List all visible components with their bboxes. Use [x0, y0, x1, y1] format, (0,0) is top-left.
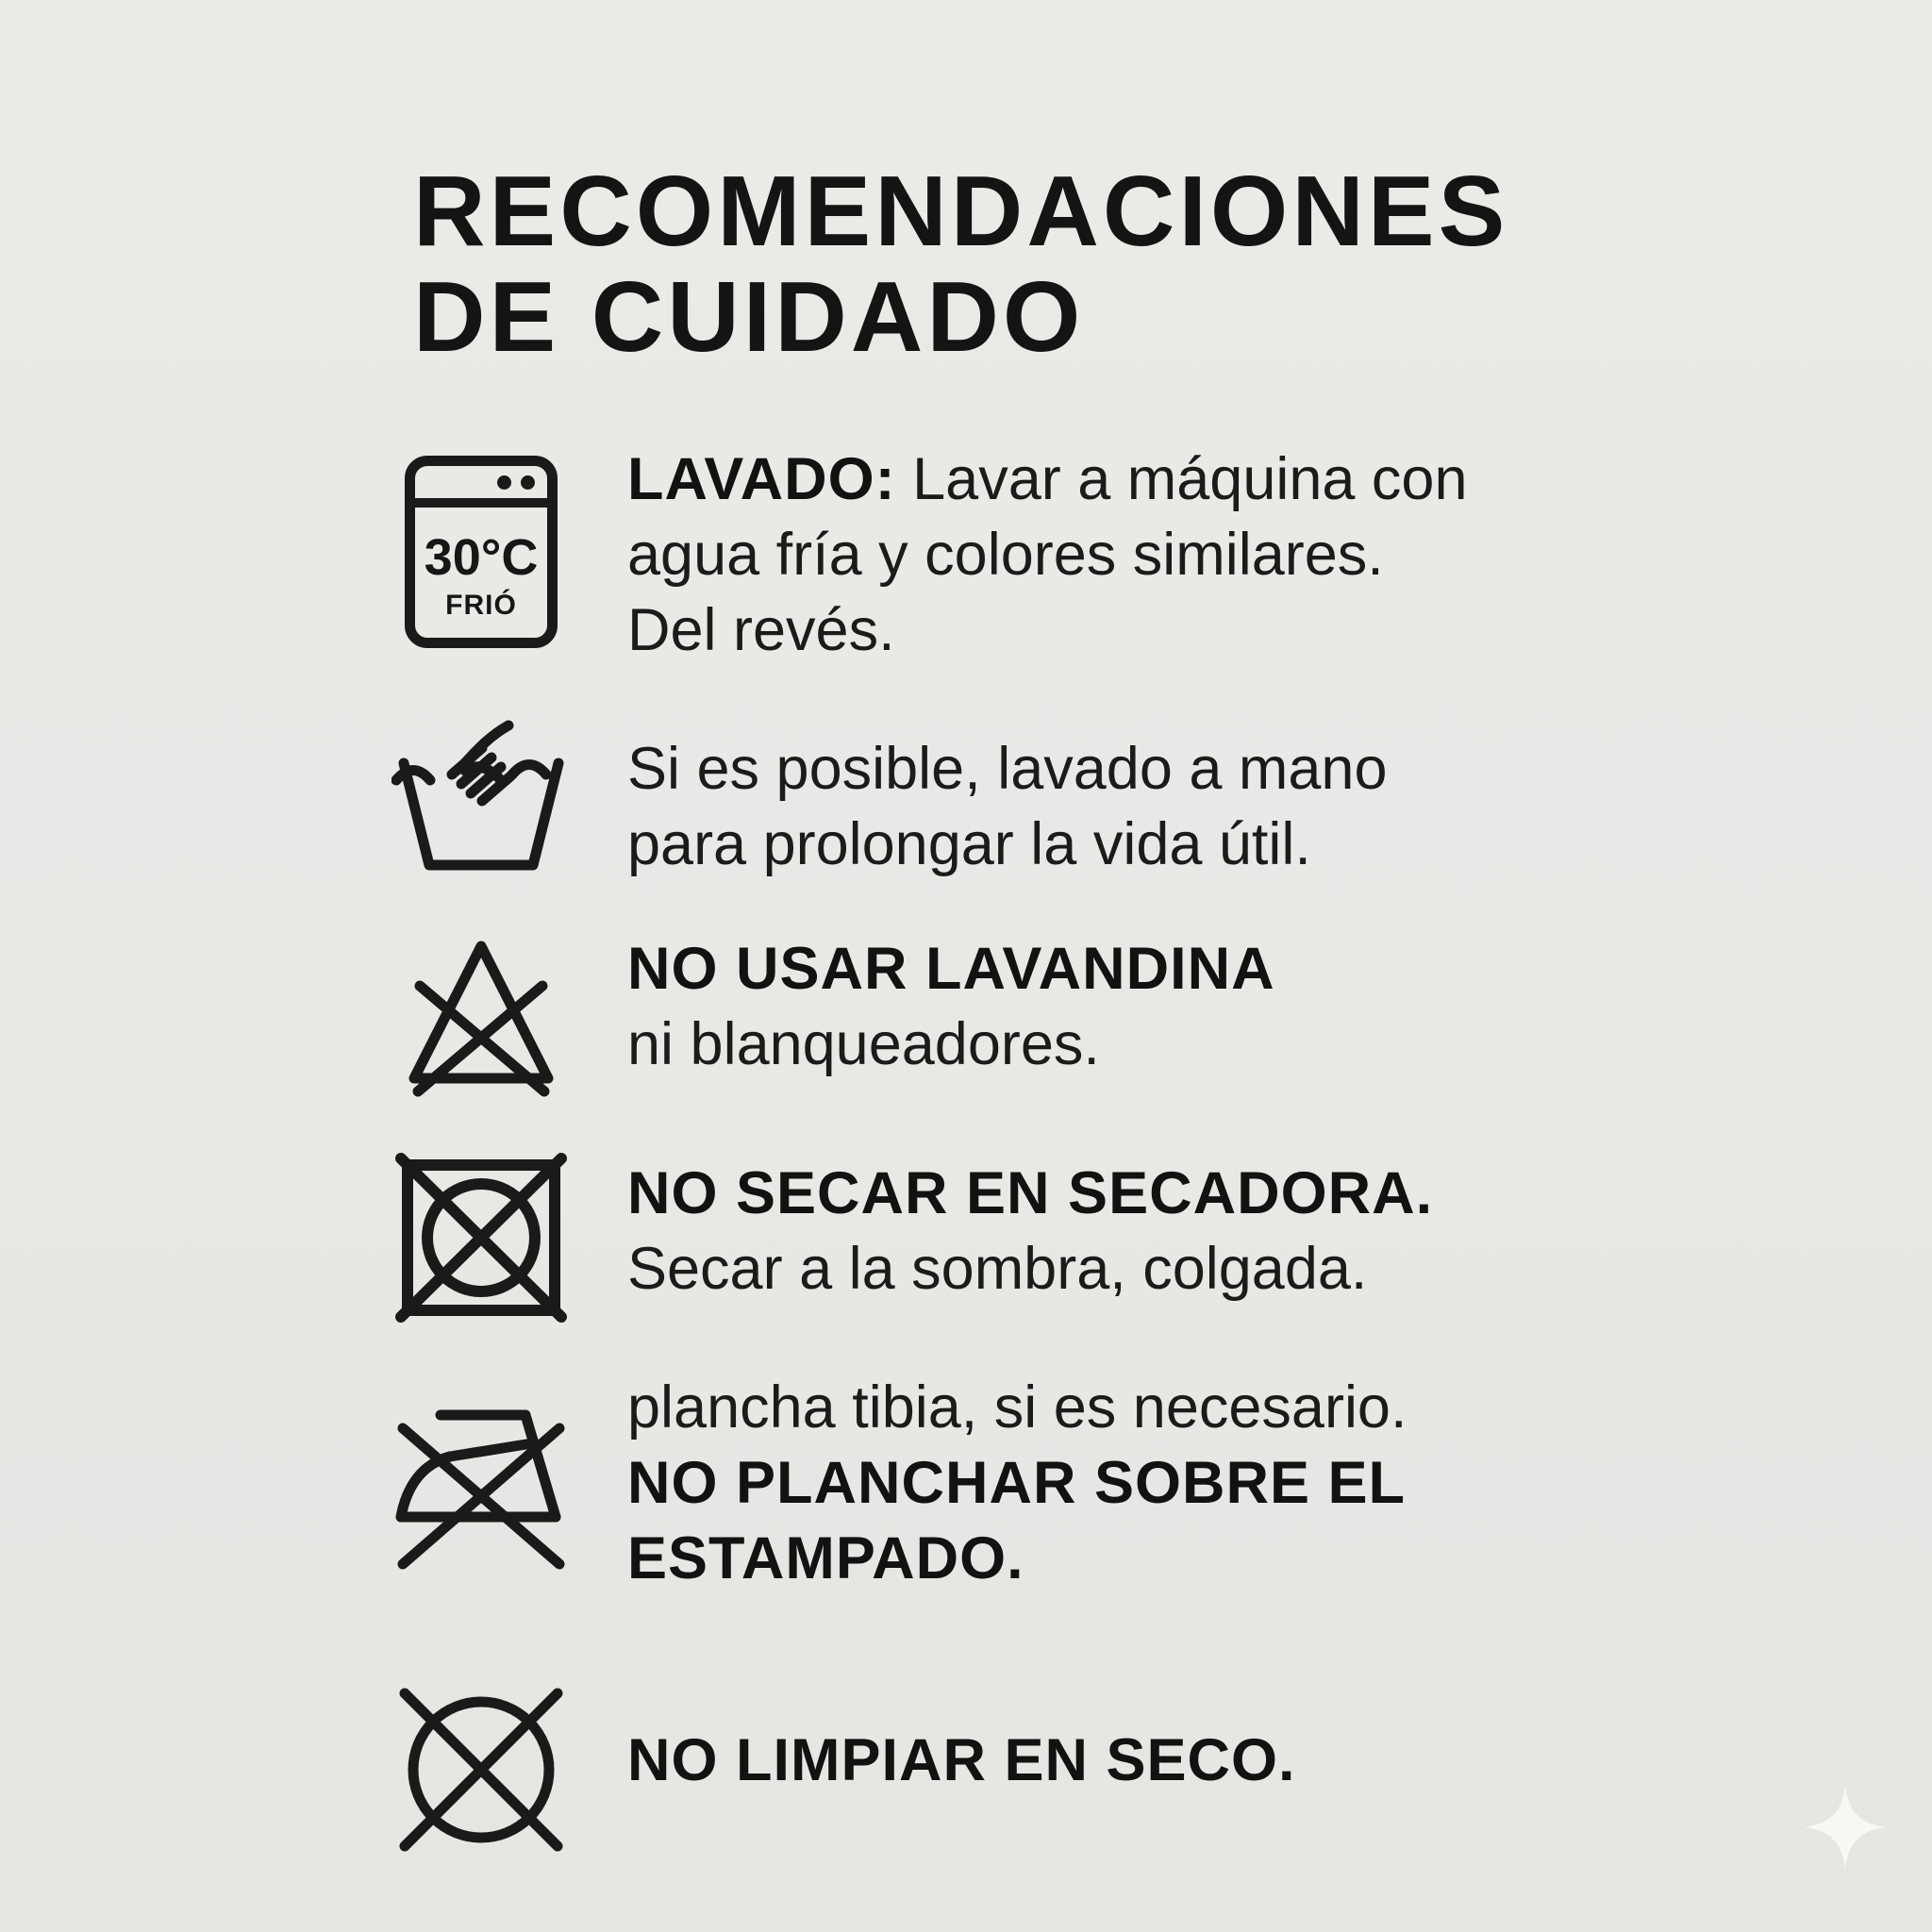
machine-dot: [521, 475, 535, 490]
care-text: ni blanqueadores.: [627, 1011, 1100, 1077]
sparkle-icon: [1804, 1786, 1887, 1869]
page-title: [413, 156, 1509, 373]
machine-temperature-label: 30°C: [424, 529, 539, 586]
care-text-no-dry-clean: [627, 1723, 1759, 1798]
care-text-bold: NO USAR LAVANDINA: [627, 936, 1275, 1002]
care-text: para prolongar la vida útil.: [627, 811, 1311, 877]
no-bleach-icon: [403, 937, 559, 1099]
care-text-hand-wash: [627, 731, 1759, 882]
no-iron-icon: [391, 1406, 571, 1572]
care-text-no-bleach: [627, 931, 1759, 1082]
care-text: Del revés.: [627, 597, 895, 663]
care-text: Secar a la sombra, colgada.: [627, 1236, 1368, 1302]
page-title-line2: DE CUIDADO: [413, 261, 1085, 373]
care-text: Si es posible, lavado a mano: [627, 736, 1388, 802]
care-text-bold: NO PLANCHAR SOBRE EL: [627, 1450, 1407, 1516]
machine-dot: [497, 475, 511, 490]
care-text: agua fría y colores similares.: [627, 522, 1384, 588]
machine-wash-30-icon: [405, 456, 558, 648]
page-title-line1: RECOMENDACIONES: [413, 156, 1509, 267]
care-text-bold: ESTAMPADO.: [627, 1525, 1024, 1591]
no-tumble-dry-icon: [395, 1153, 567, 1323]
care-text-bold: LAVADO:: [627, 446, 896, 512]
care-text-bold: NO LIMPIAR EN SECO.: [627, 1727, 1296, 1793]
hand-wash-icon: [391, 720, 571, 878]
care-text-ironing: [627, 1370, 1759, 1596]
care-text: plancha tibia, si es necesario.: [627, 1374, 1407, 1441]
no-dry-clean-icon: [396, 1685, 566, 1855]
machine-top-panel: [415, 466, 547, 508]
care-text: Lavar a máquina con: [895, 446, 1468, 512]
care-text-washing: [627, 441, 1759, 668]
machine-mode-label: FRIÓ: [445, 590, 517, 621]
care-text-bold: NO SECAR EN SECADORA.: [627, 1160, 1434, 1226]
care-text-no-tumble-dry: [627, 1156, 1759, 1307]
